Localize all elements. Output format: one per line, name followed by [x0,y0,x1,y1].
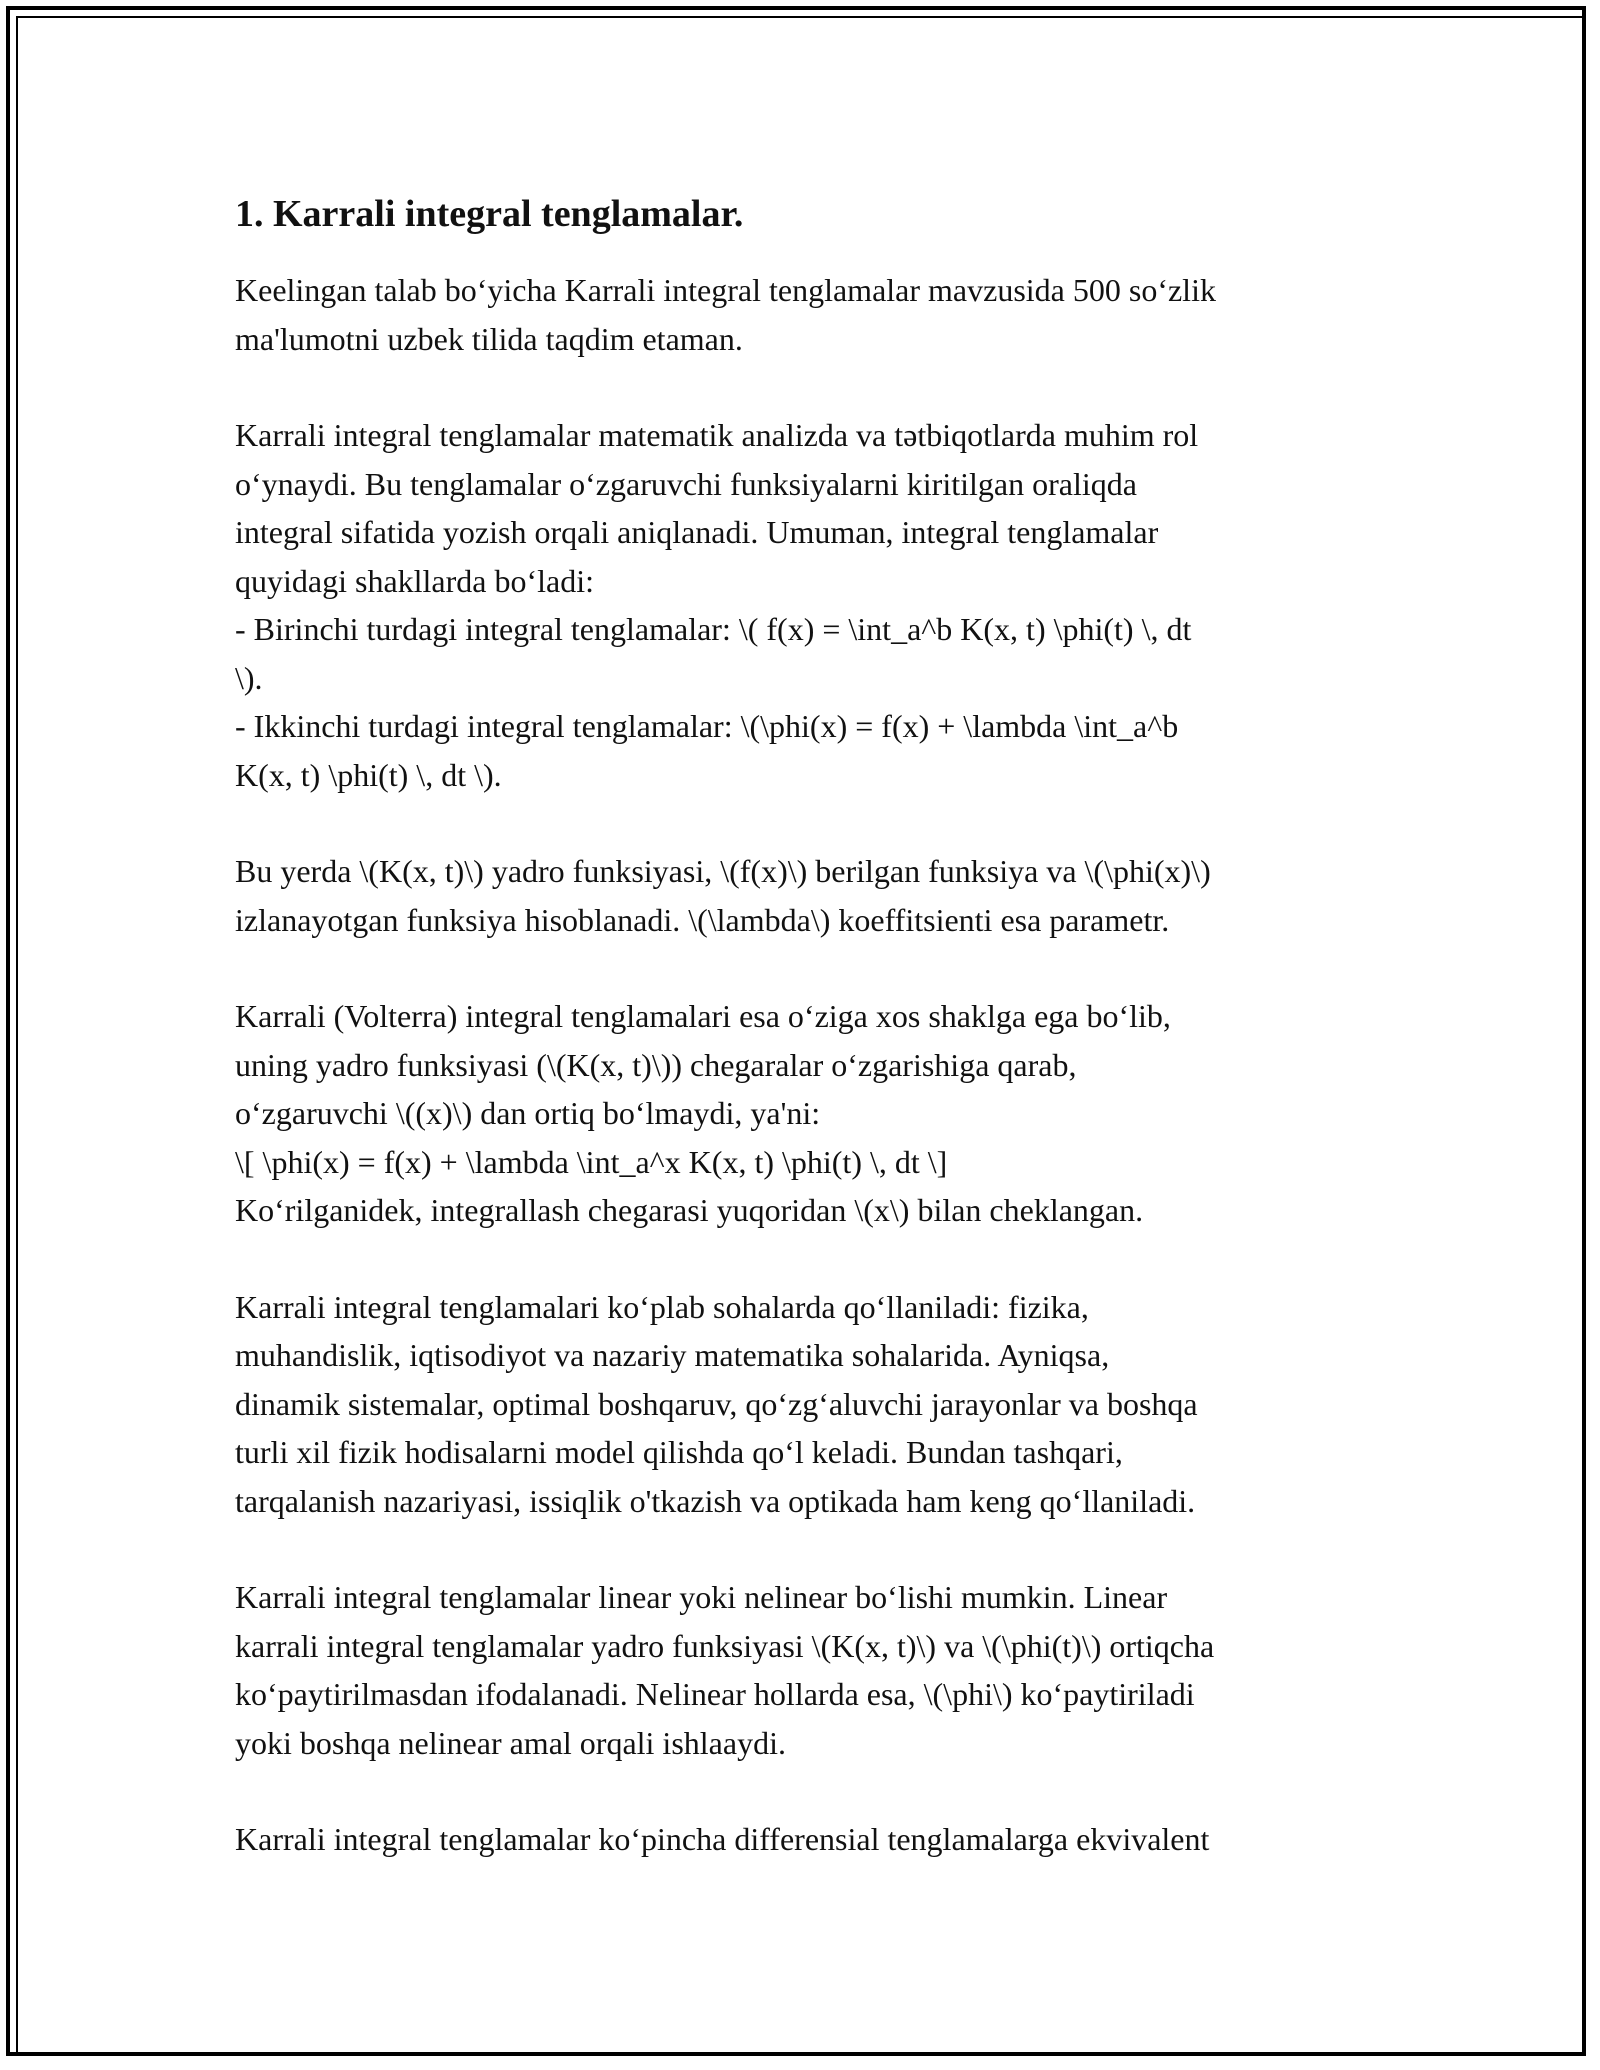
text-line: Bu yerda \(K(x, t)\) yadro funksiyasi, \(f(x)\) berilgan funksiya va \(\phi(x)\) [235,853,1211,889]
paragraph-intro [235,266,1370,363]
text-line: Karrali integral tenglamalar ko‘pincha differensial tenglamalarga ekvivalent [235,1821,1210,1857]
text-line: - Ikkinchi turdagi integral tenglamalar: \(\phi(x) = f(x) + \lambda \int_a^b [235,708,1179,744]
document-body [235,186,1370,1912]
text-line: Karrali integral tenglamalar linear yoki nelinear bo‘lishi mumkin. Linear [235,1579,1168,1615]
text-line: turli xil fizik hodisalarni model qilishda qo‘l keladi. Bundan tashqari, [235,1434,1123,1470]
text-line: o‘ynaydi. Bu tenglamalar o‘zgaruvchi funksiyalarni kiritilgan oraliqda [235,465,1137,502]
text-line: yoki boshqa nelinear amal orqali ishlaaydi. [235,1724,786,1761]
text-line: integral sifatida yozish orqali aniqlanadi. Umuman, integral tenglamalar [235,514,1159,550]
text-line: karrali integral tenglamalar yadro funksiyasi \(K(x, t)\) va \(\phi(t)\) ortiqcha [235,1627,1215,1664]
text-line: Karrali integral tenglamalar matematik analizda va tətbiqotlarda muhim rol [235,417,1199,453]
paragraph-definition [235,411,1370,799]
paragraph-notation [235,847,1370,944]
text-line: izlanayotgan funksiya hisoblanadi. \(\lambda\) koeffitsienti esa parametr. [235,901,1170,938]
text-line: Keelingan talab bo‘yicha Karrali integral tenglamalar mavzusida 500 so‘zlik [235,272,1216,308]
text-line: muhandislik, iqtisodiyot va nazariy matematika sohalarida. Ayniqsa, [235,1337,1110,1373]
paragraph-volterra [235,992,1370,1235]
section-heading: 1. Karrali integral tenglamalar. [235,193,744,235]
text-line: o‘zgaruvchi \((x)\) dan ortiq bo‘lmaydi, ya'ni: [235,1095,821,1131]
text-line: Karrali integral tenglamalari ko‘plab sohalarda qo‘llaniladi: fizika, [235,1288,1089,1325]
text-line: - Birinchi turdagi integral tenglamalar: \( f(x) = \int_a^b K(x, t) \phi(t) \, dt [235,611,1192,647]
text-line: K(x, t) \phi(t) \, dt \). [235,756,502,793]
text-line: \). [235,659,263,696]
text-line: ma'lumotni uzbek tilida taqdim etaman. [235,320,743,357]
text-line: Karrali (Volterra) integral tenglamalari esa o‘ziga xos shaklga ega bo‘lib, [235,998,1171,1034]
text-line: dinamik sistemalar, optimal boshqaruv, qo‘zg‘aluvchi jarayonlar va boshqa [235,1385,1198,1422]
text-line: quyidagi shakllarda bo‘ladi: [235,562,595,599]
text-line: tarqalanish nazariyasi, issiqlik o'tkazish va optikada ham keng qo‘llaniladi. [235,1482,1196,1519]
text-line: \[ \phi(x) = f(x) + \lambda \int_a^x K(x, t) \phi(t) \, dt \] [235,1143,948,1180]
paragraph-applications [235,1283,1370,1526]
text-line: ko‘paytirilmasdan ifodalanadi. Nelinear hollarda esa, \(\phi\) ko‘paytiriladi [235,1676,1195,1712]
text-line: Ko‘rilganidek, integrallash chegarasi yuqoridan \(x\) bilan cheklangan. [235,1192,1144,1228]
paragraph-equivalence [235,1815,1370,1864]
paragraph-linearity [235,1573,1370,1767]
text-line: uning yadro funksiyasi (\(K(x, t)\)) chegaralar o‘zgarishiga qarab, [235,1046,1077,1083]
